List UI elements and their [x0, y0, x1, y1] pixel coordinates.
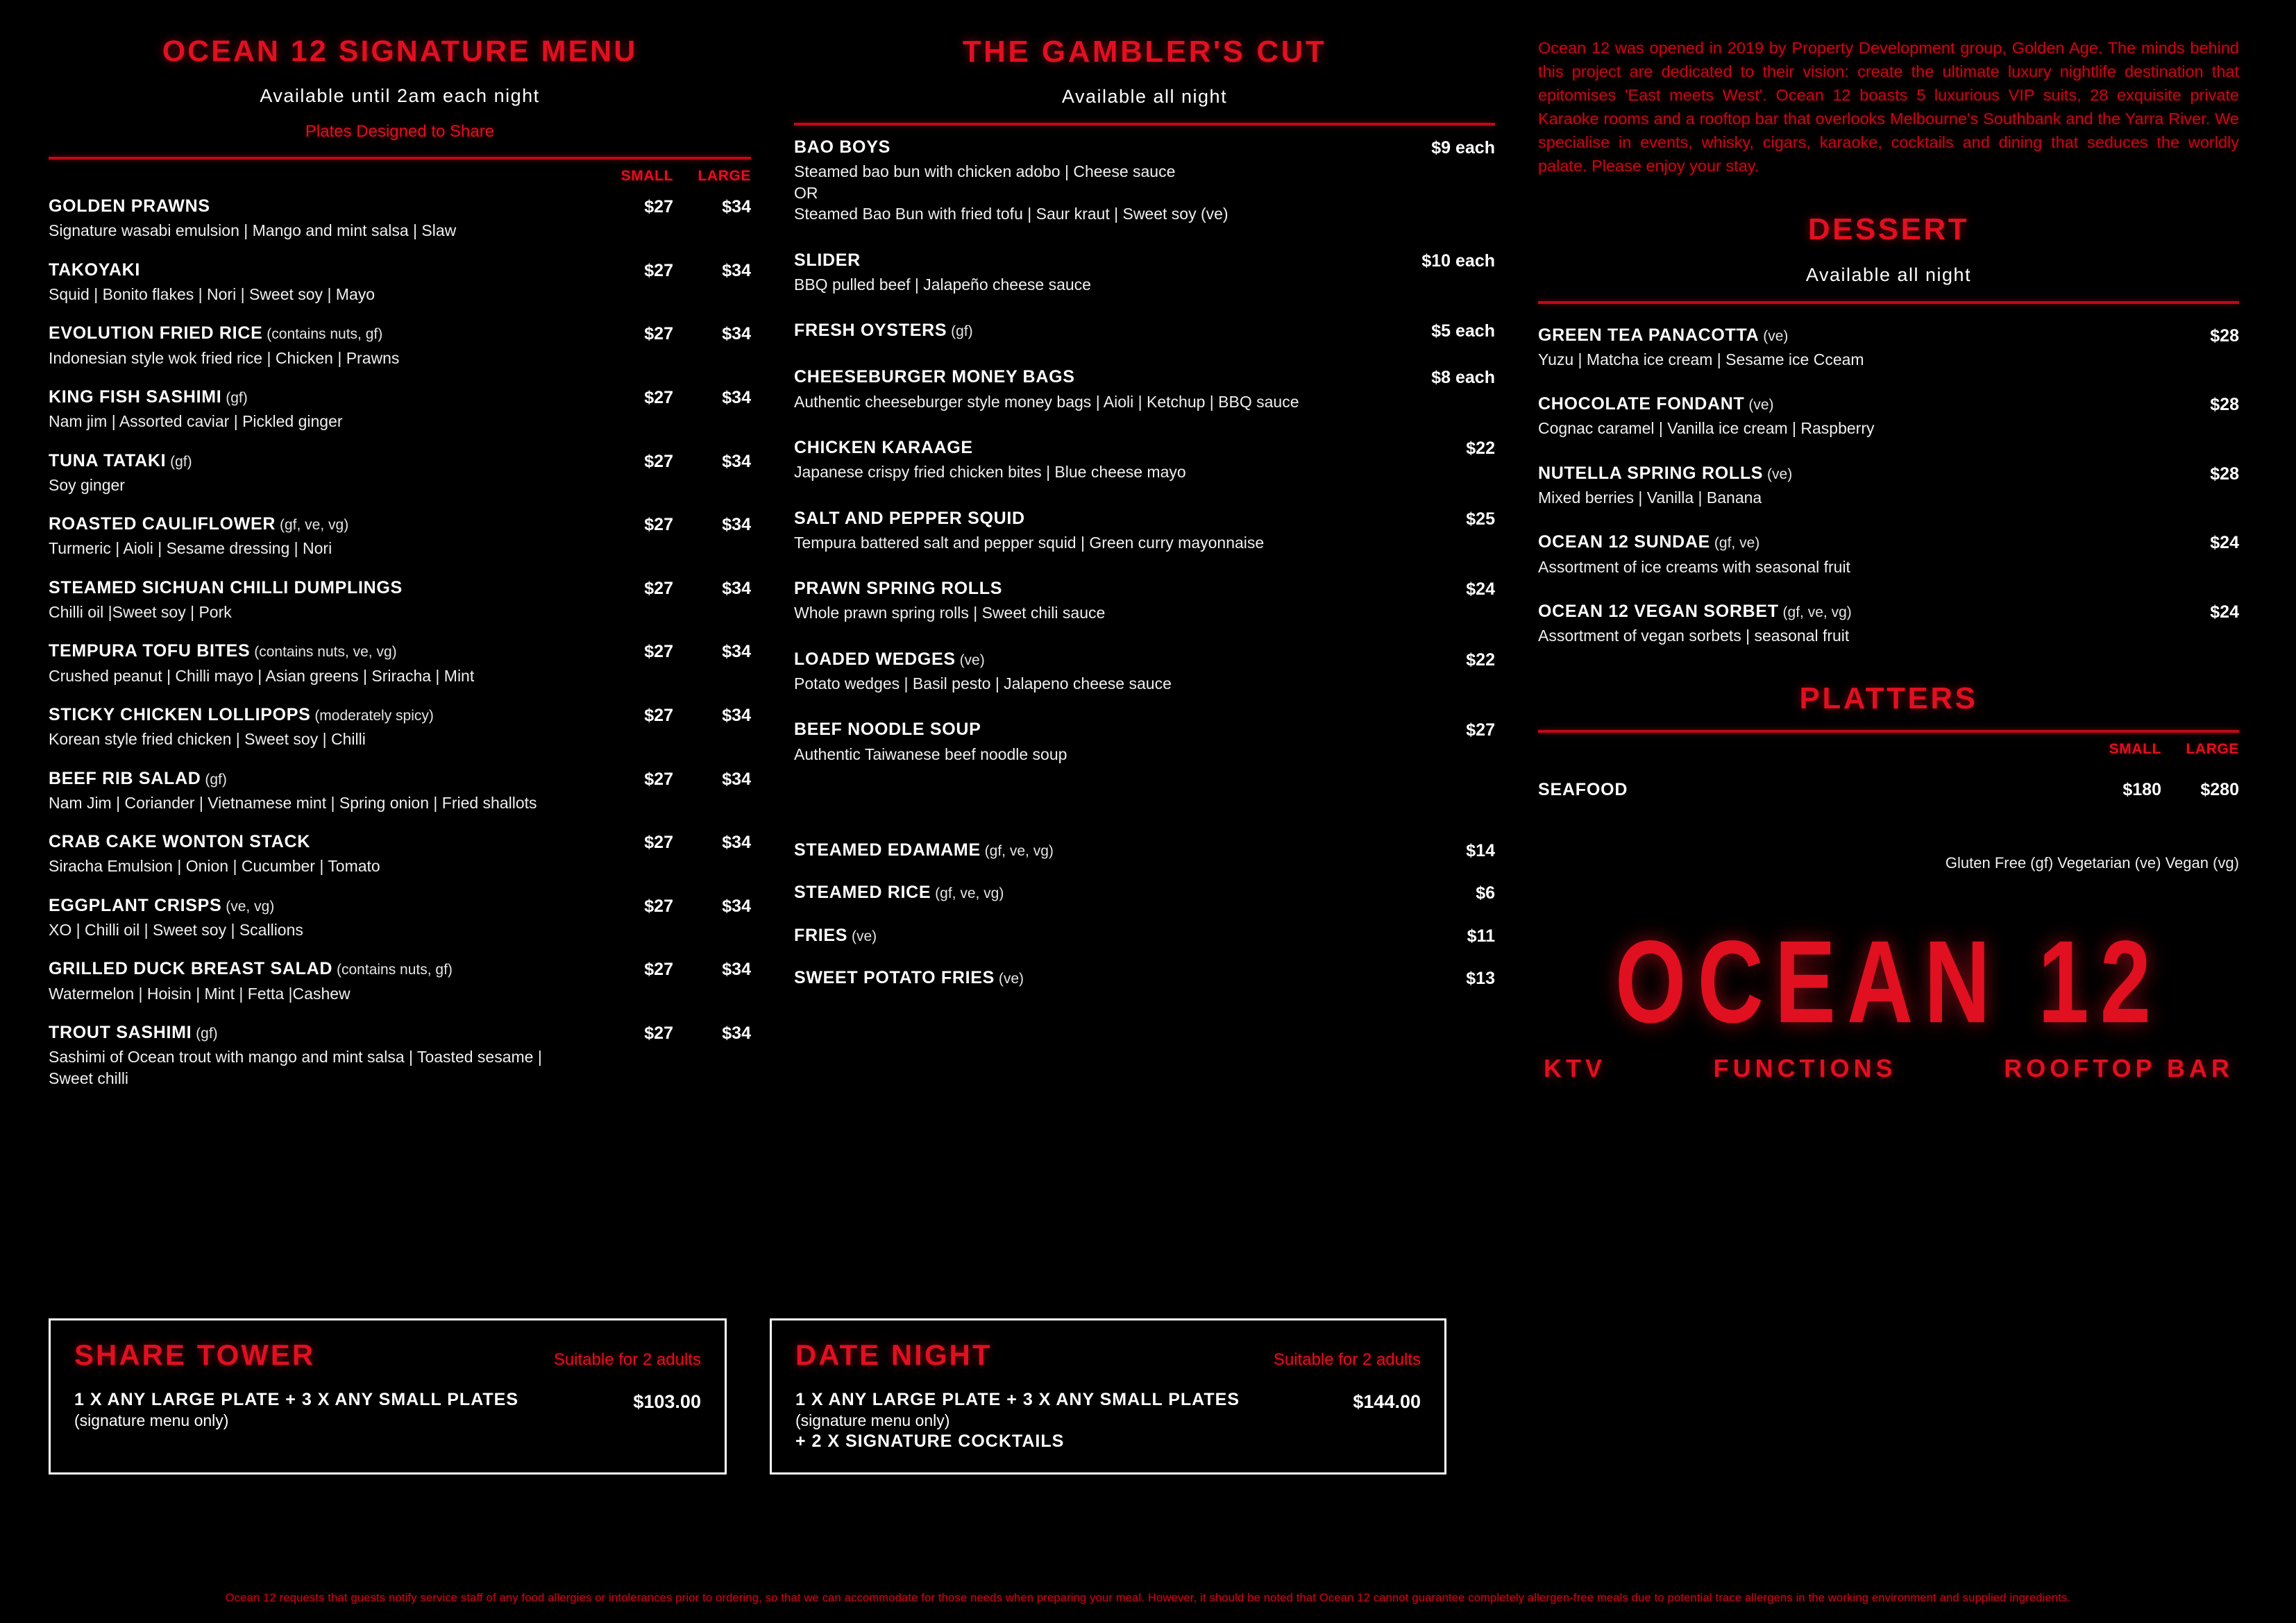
menu-item-body	[49, 640, 596, 686]
menu-item-row	[49, 386, 751, 432]
item-title: SWEET POTATO FRIES	[794, 967, 995, 987]
signature-menu-column	[49, 36, 751, 1107]
menu-item-body	[49, 831, 596, 877]
brand-logo-block	[1538, 916, 2239, 1083]
item-price: $25	[1466, 509, 1495, 529]
menu-item-description: Turmeric | Aioli | Sesame dressing | Nori	[49, 539, 332, 558]
menu-item-prices	[596, 768, 751, 790]
item-title: NUTELLA SPRING ROLLS	[1538, 463, 1764, 483]
menu-item-description: Sashimi of Ocean trout with mango and mint salsa | Toasted sesame | Sweet chilli	[49, 1048, 542, 1087]
menu-item-name	[49, 450, 584, 472]
item-dietary-tag: (ve)	[847, 928, 877, 944]
item-dietary-tag: (gf)	[166, 453, 192, 470]
menu-item-prices	[596, 450, 751, 472]
platter-price-large: $280	[2200, 779, 2239, 799]
menu-item-row	[49, 196, 751, 241]
menu-item-row	[794, 967, 1495, 989]
platters-divider	[1538, 730, 2239, 733]
menu-item-body	[794, 320, 1391, 341]
menu-item-body	[49, 958, 596, 1004]
item-price: $28	[2210, 325, 2239, 346]
date-night-deal-box	[770, 1318, 1446, 1475]
menu-item-row	[794, 137, 1495, 224]
menu-item-row	[794, 719, 1495, 765]
menu-item-name	[1538, 325, 2145, 346]
menu-item-body	[49, 323, 596, 368]
item-price: $14	[1466, 841, 1495, 861]
menu-item-description: Indonesian style wok fried rice | Chicken | Prawns	[49, 348, 400, 367]
item-price: $24	[2210, 533, 2239, 553]
menu-item-description: Mixed berries | Vanilla | Banana	[1538, 488, 1762, 507]
item-dietary-tag: (contains nuts, gf)	[332, 962, 453, 978]
deal-suitability-note: Suitable for 2 adults	[553, 1350, 701, 1369]
item-dietary-tag: (gf, ve, vg)	[276, 517, 349, 534]
signature-menu-title: OCEAN 12 SIGNATURE MENU	[162, 35, 638, 68]
menu-item-body	[49, 450, 596, 496]
menu-item-description: Soy ginger	[49, 475, 125, 494]
item-price-small: $27	[644, 578, 673, 598]
menu-item-body	[49, 704, 596, 750]
item-title: CHEESEBURGER MONEY BAGS	[794, 367, 1075, 387]
gamblers-cut-subtitle: Available all night	[1061, 86, 1228, 108]
menu-item-description: XO | Chilli oil | Sweet soy | Scallions	[49, 921, 303, 940]
tagline-functions: FUNCTIONS	[1713, 1053, 1897, 1082]
menu-item-body	[794, 508, 1391, 554]
item-price-large: $34	[722, 451, 751, 471]
item-price: $28	[2210, 395, 2239, 415]
menu-item-row	[49, 260, 751, 305]
deal-price: $144.00	[1353, 1391, 1421, 1412]
menu-item-body	[794, 137, 1391, 224]
deal-header	[74, 1339, 701, 1372]
menu-item-description: Watermelon | Hoisin | Mint | Fetta |Cashew	[49, 984, 351, 1003]
platters-small-header: SMALL	[2109, 740, 2161, 757]
menu-item-body	[794, 578, 1391, 624]
deal-header	[795, 1339, 1421, 1372]
signature-small-header: SMALL	[621, 168, 673, 185]
item-price: $9 each	[1431, 138, 1495, 158]
item-price-large: $34	[722, 706, 751, 726]
menu-item-description: Siracha Emulsion | Onion | Cucumber | Tomato	[49, 857, 380, 876]
item-title: SALT AND PEPPER SQUID	[794, 508, 1025, 528]
menu-item-row	[49, 323, 751, 368]
menu-item-name	[49, 768, 584, 790]
deal-line-2: (signature menu only)	[74, 1411, 229, 1429]
item-dietary-tag: (gf)	[201, 771, 227, 788]
item-price: $24	[1466, 579, 1495, 600]
item-price: $10 each	[1421, 250, 1495, 271]
menu-item-prices	[596, 704, 751, 726]
item-title: STEAMED RICE	[794, 883, 931, 903]
item-title: FRESH OYSTERS	[794, 321, 947, 341]
menu-item-name	[1538, 463, 2145, 484]
item-dietary-tag: (ve)	[1744, 397, 1774, 414]
item-dietary-tag: (ve)	[955, 652, 985, 668]
menu-item-body	[1538, 393, 2156, 439]
menu-item-name	[49, 640, 584, 662]
menu-item-name	[794, 967, 1380, 989]
item-title: ROASTED CAULIFLOWER	[49, 514, 276, 534]
menu-item-row	[49, 577, 751, 623]
sides-spacer	[794, 790, 1495, 840]
menu-item-body	[49, 386, 596, 432]
menu-item-prices	[596, 1022, 751, 1044]
menu-item-body	[794, 366, 1391, 412]
signature-menu-subtitle: Available until 2am each night	[260, 85, 540, 107]
item-title: BEEF NOODLE SOUP	[794, 720, 981, 740]
menu-item-row	[1538, 393, 2239, 439]
item-title: GREEN TEA PANACOTTA	[1538, 325, 1759, 345]
dessert-title: DESSERT	[1807, 212, 1970, 247]
menu-item-row	[49, 450, 751, 496]
item-title: TROUT SASHIMI	[49, 1023, 192, 1043]
deal-line-1: 1 X ANY LARGE PLATE + 3 X ANY SMALL PLATES	[74, 1390, 519, 1409]
menu-item-row	[49, 640, 751, 686]
menu-item-name	[49, 513, 584, 535]
item-price-small: $27	[644, 260, 673, 280]
menu-item-name	[1538, 393, 2145, 415]
menu-item-body	[1538, 601, 2156, 647]
item-price-large: $34	[722, 1023, 751, 1044]
item-dietary-tag: (gf)	[221, 389, 248, 406]
menu-item-name	[794, 437, 1380, 459]
item-title: LOADED WEDGES	[794, 649, 956, 669]
menu-item-body	[49, 768, 596, 814]
item-price: $22	[1466, 438, 1495, 458]
item-title: CHOCOLATE FONDANT	[1538, 394, 1745, 414]
menu-item-body	[49, 260, 596, 305]
tagline-ktv: KTV	[1544, 1053, 1606, 1082]
menu-item-name	[49, 386, 584, 408]
deal-title: SHARE TOWER	[74, 1339, 316, 1371]
menu-item-description: Potato wedges | Basil pesto | Jalapeno cheese sauce	[794, 674, 1172, 693]
menu-item-body	[1538, 325, 2156, 371]
menu-item-description: Yuzu | Matcha ice cream | Sesame ice Cceam	[1538, 350, 1864, 368]
menu-item-row	[49, 768, 751, 814]
menu-item-row	[794, 366, 1495, 412]
menu-item-description: Assortment of ice creams with seasonal fruit	[1538, 557, 1850, 576]
platters-rows	[1538, 780, 2239, 800]
menu-item-body	[49, 196, 596, 241]
menu-item-description: Authentic Taiwanese beef noodle soup	[794, 745, 1067, 763]
menu-item-name	[49, 577, 584, 599]
menu-item-body	[794, 967, 1391, 989]
menu-item-row	[49, 831, 751, 877]
item-price-small: $27	[644, 769, 673, 789]
item-title: STICKY CHICKEN LOLLIPOPS	[49, 705, 311, 725]
item-price-large: $34	[722, 960, 751, 980]
deal-price: $103.00	[633, 1391, 701, 1412]
menu-item-name	[1538, 601, 2145, 622]
platters-large-header: LARGE	[2186, 740, 2239, 757]
menu-item-body	[49, 577, 596, 623]
menu-item-description: Cognac caramel | Vanilla ice cream | Raspberry	[1538, 419, 1875, 438]
menu-item-name	[794, 320, 1380, 341]
platters-title: PLATTERS	[1799, 681, 1978, 715]
item-dietary-tag: (gf)	[192, 1026, 218, 1042]
menu-item-name	[794, 137, 1380, 158]
menu-item-name	[794, 366, 1380, 388]
menu-item-row	[794, 578, 1495, 624]
menu-item-description: Japanese crispy fried chicken bites | Blue cheese mayo	[794, 463, 1186, 482]
item-title: TAKOYAKI	[49, 260, 141, 280]
menu-item-body	[1538, 463, 2156, 509]
menu-item-name	[794, 250, 1380, 271]
gamblers-sides-list	[794, 840, 1495, 989]
deal-line-1: 1 X ANY LARGE PLATE + 3 X ANY SMALL PLATES	[795, 1390, 1240, 1409]
item-dietary-tag: (gf, ve, vg)	[980, 843, 1054, 860]
platters-size-headers	[1538, 741, 2239, 758]
menu-item-row	[794, 250, 1495, 296]
share-tower-deal-box	[49, 1318, 727, 1475]
menu-item-description: Korean style fried chicken | Sweet soy | Chilli	[49, 730, 366, 749]
signature-items-list	[49, 196, 751, 1089]
item-title: FRIES	[794, 925, 848, 945]
item-price-small: $27	[644, 515, 673, 535]
allergy-disclaimer: Ocean 12 requests that guests notify service staff of any food allergies or intolerances prior to ordering, so that we can accommodate for those needs when preparing your meal. However, it should be noted that Ocean 12 cannot guarantee completely allergen-free meals due to potential trace allergens in the working environment and supplied ingredients.	[225, 1592, 2071, 1604]
dessert-divider	[1538, 301, 2239, 304]
signature-menu-subtitle-2: Plates Designed to Share	[305, 122, 495, 142]
menu-item-body	[794, 840, 1391, 861]
signature-divider	[49, 157, 751, 160]
item-price: $11	[1467, 926, 1495, 946]
menu-item-name	[794, 578, 1380, 600]
menu-item-row	[49, 1022, 751, 1089]
menu-item-prices	[596, 323, 751, 344]
item-price-large: $34	[722, 387, 751, 407]
menu-item-name	[1538, 532, 2145, 553]
brand-tagline	[1538, 1054, 2239, 1083]
menu-item-row	[1538, 601, 2239, 647]
signature-large-header: LARGE	[698, 168, 751, 185]
item-title: BEEF RIB SALAD	[49, 768, 201, 788]
platter-name: SEAFOOD	[1538, 779, 1628, 799]
menu-item-row	[794, 649, 1495, 695]
item-title: STEAMED SICHUAN CHILLI DUMPLINGS	[49, 577, 403, 597]
item-dietary-tag: (contains nuts, gf)	[262, 326, 383, 343]
menu-item-row	[794, 925, 1495, 946]
gamblers-items-list	[794, 137, 1495, 765]
menu-item-body	[794, 649, 1391, 695]
menu-item-prices	[596, 386, 751, 408]
menu-item-description: BBQ pulled beef | Jalapeño cheese sauce	[794, 275, 1091, 294]
item-price-large: $34	[722, 324, 751, 344]
menu-item-description: Crushed peanut | Chilli mayo | Asian greens | Sriracha | Mint	[49, 666, 475, 685]
gamblers-divider	[794, 123, 1495, 126]
item-title: PRAWN SPRING ROLLS	[794, 579, 1003, 599]
menu-item-name	[49, 704, 584, 726]
menu-item-row	[1538, 532, 2239, 577]
menu-item-description: Tempura battered salt and pepper squid | Green curry mayonnaise	[794, 533, 1265, 552]
menu-item-name	[794, 840, 1380, 861]
menu-item-row	[1538, 325, 2239, 371]
menu-item-row	[794, 320, 1495, 341]
menu-item-prices	[596, 640, 751, 662]
item-price-small: $27	[644, 706, 673, 726]
menu-item-description: Signature wasabi emulsion | Mango and mint salsa | Slaw	[49, 221, 457, 240]
menu-item-name	[49, 958, 584, 980]
item-dietary-tag: (contains nuts, ve, vg)	[250, 644, 397, 661]
item-dietary-tag: (moderately spicy)	[310, 708, 434, 724]
item-price-small: $27	[644, 1023, 673, 1044]
menu-item-description: Nam Jim | Coriander | Vietnamese mint | Spring onion | Fried shallots	[49, 793, 537, 812]
menu-item-row	[49, 895, 751, 941]
menu-item-row	[49, 513, 751, 559]
signature-size-headers	[49, 168, 751, 185]
menu-item-description: Nam jim | Assorted caviar | Pickled ginger	[49, 412, 343, 431]
item-price-small: $27	[644, 324, 673, 344]
deal-title: DATE NIGHT	[795, 1339, 993, 1371]
deal-body	[74, 1390, 701, 1430]
deal-boxes	[0, 1318, 1495, 1475]
item-price-small: $27	[644, 197, 673, 217]
deal-line-2: (signature menu only)	[795, 1411, 950, 1429]
menu-item-prices	[596, 895, 751, 917]
deal-body	[795, 1390, 1421, 1452]
menu-item-prices	[596, 260, 751, 281]
menu-item-row	[49, 958, 751, 1004]
item-price: $22	[1466, 649, 1495, 670]
item-price: $28	[2210, 464, 2239, 484]
ocean-12-logo: OCEAN 12	[1614, 916, 2163, 1047]
dessert-subtitle: Available all night	[1805, 264, 1972, 285]
menu-item-name	[794, 925, 1380, 946]
menu-item-prices	[596, 831, 751, 853]
menu-item-prices	[596, 196, 751, 217]
item-price: $27	[1466, 720, 1495, 740]
item-price-large: $34	[722, 896, 751, 916]
item-price: $6	[1476, 883, 1495, 903]
menu-item-name	[49, 260, 584, 281]
item-dietary-tag: (gf, ve, vg)	[931, 885, 1004, 902]
item-title: SLIDER	[794, 250, 861, 270]
item-price-small: $27	[644, 960, 673, 980]
menu-item-description: Whole prawn spring rolls | Sweet chili sauce	[794, 604, 1106, 622]
item-title: TEMPURA TOFU BITES	[49, 641, 251, 661]
item-price: $5 each	[1431, 321, 1495, 341]
item-price-large: $34	[722, 515, 751, 535]
menu-item-row	[794, 508, 1495, 554]
item-title: CHICKEN KARAAGE	[794, 437, 973, 457]
deal-lines	[795, 1390, 1339, 1452]
item-price-small: $27	[644, 833, 673, 853]
menu-item-body	[49, 1022, 596, 1089]
dietary-legend: Gluten Free (gf) Vegetarian (ve) Vegan (vg)	[1945, 853, 2239, 872]
item-title: OCEAN 12 SUNDAE	[1538, 532, 1711, 552]
gamblers-cut-title: THE GAMBLER'S CUT	[962, 35, 1327, 69]
menu-item-name	[794, 882, 1380, 903]
menu-item-description: Assortment of vegan sorbets | seasonal fruit	[1538, 627, 1850, 645]
menu-item-name	[794, 649, 1380, 670]
item-price: $13	[1466, 968, 1495, 988]
item-price: $8 each	[1431, 368, 1495, 388]
item-title: BAO BOYS	[794, 137, 890, 158]
item-price-large: $34	[722, 769, 751, 789]
menu-item-prices	[596, 958, 751, 980]
item-title: STEAMED EDAMAME	[794, 840, 981, 860]
menu-item-name	[794, 719, 1380, 740]
item-price-small: $27	[644, 451, 673, 471]
item-title: GOLDEN PRAWNS	[49, 196, 210, 216]
menu-item-description: Authentic cheeseburger style money bags | Aioli | Ketchup | BBQ sauce	[794, 392, 1299, 411]
item-price-small: $27	[644, 896, 673, 916]
menu-item-row	[794, 437, 1495, 483]
deal-line-3: + 2 X SIGNATURE COCKTAILS	[795, 1431, 1065, 1451]
menu-item-body	[794, 925, 1391, 946]
menu-item-description: Squid | Bonito flakes | Nori | Sweet soy | Mayo	[49, 285, 375, 303]
item-dietary-tag: (ve)	[1763, 466, 1793, 482]
item-title: CRAB CAKE WONTON STACK	[49, 832, 310, 852]
item-price-large: $34	[722, 260, 751, 280]
item-title: TUNA TATAKI	[49, 450, 167, 470]
menu-item-body	[794, 882, 1391, 903]
tagline-rooftop-bar: ROOFTOP BAR	[2004, 1053, 2234, 1082]
menu-item-name	[794, 508, 1380, 529]
menu-item-name	[49, 1022, 584, 1044]
item-price-large: $34	[722, 578, 751, 598]
item-title: EGGPLANT CRISPS	[49, 895, 222, 915]
menu-item-prices	[596, 577, 751, 599]
menu-item-name	[49, 831, 584, 853]
menu-item-row	[794, 882, 1495, 903]
deal-suitability-note: Suitable for 2 adults	[1273, 1350, 1421, 1369]
item-title: OCEAN 12 VEGAN SORBET	[1538, 602, 1779, 621]
menu-item-name	[49, 323, 584, 344]
dessert-items-list	[1538, 325, 2239, 647]
item-price-small: $27	[644, 642, 673, 662]
item-title: KING FISH SASHIMI	[49, 386, 222, 407]
item-dietary-tag: (ve)	[1759, 328, 1789, 344]
item-dietary-tag: (ve, vg)	[221, 898, 275, 915]
menu-item-row	[49, 704, 751, 750]
item-dietary-tag: (gf)	[947, 323, 973, 340]
gamblers-cut-column	[794, 36, 1495, 1107]
item-dietary-tag: (ve)	[995, 970, 1024, 987]
about-dessert-platters-column	[1538, 36, 2239, 1107]
menu-item-description: Chilli oil |Sweet soy | Pork	[49, 603, 232, 622]
menu-item-body	[794, 437, 1391, 483]
item-title: EVOLUTION FRIED RICE	[49, 323, 263, 343]
menu-item-row	[1538, 463, 2239, 509]
platter-price-small: $180	[2122, 779, 2161, 799]
item-dietary-tag: (gf, ve)	[1710, 535, 1760, 552]
menu-item-body	[794, 250, 1391, 296]
item-title: GRILLED DUCK BREAST SALAD	[49, 959, 333, 979]
item-price-large: $34	[722, 197, 751, 217]
item-price-large: $34	[722, 642, 751, 662]
menu-item-body	[49, 513, 596, 559]
menu-item-body	[1538, 532, 2156, 577]
item-dietary-tag: (gf, ve, vg)	[1778, 604, 1852, 620]
item-price-large: $34	[722, 833, 751, 853]
menu-item-prices	[596, 513, 751, 535]
menu-item-name	[49, 895, 584, 917]
menu-item-row	[794, 840, 1495, 861]
menu-item-body	[49, 895, 596, 941]
deal-lines	[74, 1390, 619, 1430]
about-paragraph: Ocean 12 was opened in 2019 by Property Development group, Golden Age. The minds behind this project are dedicated to their vision: create the ultimate luxury nightlife destination that epitomises 'East meets West'. Ocean 12 boasts 5 luxurious VIP suits, 28 exquisite private Karaoke rooms and a rooftop bar that overlooks Melbourne's Southbank and the Yarra River. We specialise in events, whisky, cigars, karaoke, cocktails and dining that seduces the worldly palate. Please enjoy your stay.	[1538, 39, 2239, 176]
menu-item-body	[794, 719, 1391, 765]
platter-row	[1538, 780, 2239, 800]
item-price-small: $27	[644, 387, 673, 407]
menu-item-description: Steamed bao bun with chicken adobo | Cheese sauce OR Steamed Bao Bun with fried tofu | Saur kraut | Sweet soy (ve)	[794, 162, 1229, 223]
menu-item-name	[49, 196, 584, 217]
item-price: $24	[2210, 602, 2239, 622]
